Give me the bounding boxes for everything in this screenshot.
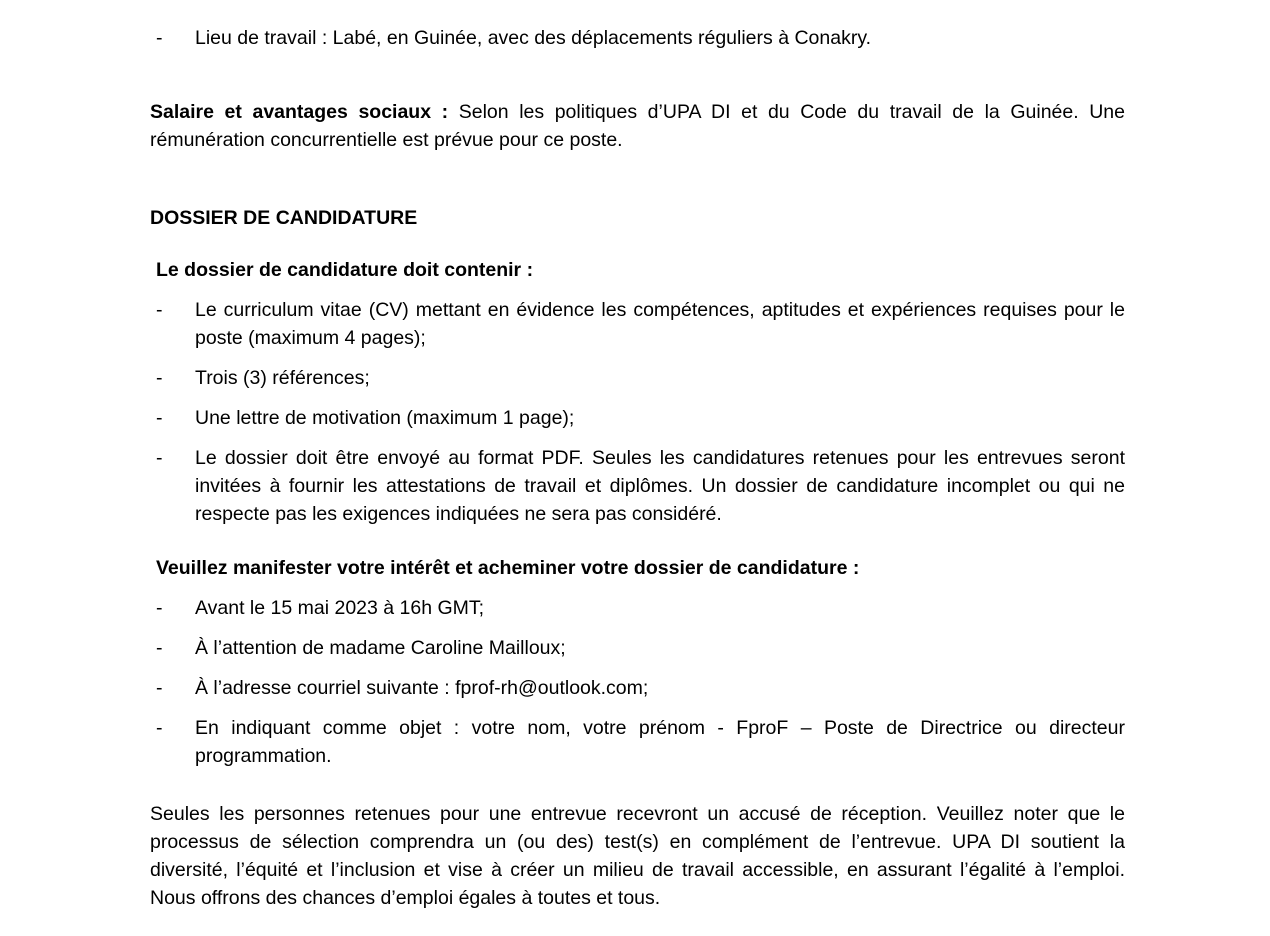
bullet-dash: - [156,677,163,699]
application-item-text: Une lettre de motivation (maximum 1 page); [195,407,575,429]
bullet-dash: - [156,447,163,469]
bullet-dash: - [156,27,163,49]
bullet-dash: - [156,597,163,619]
submission-item [150,714,1125,770]
workplace-text: Lieu de travail : Labé, en Guinée, avec des déplacements réguliers à Conakry. [195,27,872,49]
application-item-text: Le curriculum vitae (CV) mettant en évidence les compétences, aptitudes et expériences requises pour le poste (maximum 4 pages); [195,299,1125,349]
bullet-dash: - [156,407,163,429]
bullet-dash: - [156,637,163,659]
submission-item [150,594,1125,622]
salary-text: Selon les politiques d’UPA DI et du Code du travail de la Guinée. Une rémunération concurrentielle est prévue pour ce poste. [150,101,1126,151]
application-item [150,404,1125,432]
closing-paragraph: Seules les personnes retenues pour une entrevue recevront un accusé de réception. Veuillez noter que le processus de sélection comprendra un (ou des) test(s) en complément de l’entrevue. UPA DI soutient la diversité, l’équité et l’inclusion et vise à créer un milieu de travail accessible, en assurant l’égalité à l’emploi. Nous offrons des chances d’emploi égales à toutes et tous. [150,803,1125,909]
workplace-bullet [150,24,1125,52]
submission-item-text: Avant le 15 mai 2023 à 16h GMT; [195,597,485,619]
submission-item [150,634,1125,662]
application-item [150,444,1125,528]
salary-paragraph [150,98,1125,154]
application-item-text: Trois (3) références; [195,367,370,389]
submission-item-text: À l’attention de madame Caroline Mailloux; [195,637,566,659]
bullet-dash: - [156,717,163,739]
document-page [150,0,1125,936]
section-heading: DOSSIER DE CANDIDATURE [150,207,418,229]
salary-label: Salaire et avantages sociaux : [150,101,449,123]
application-intro: Le dossier de candidature doit contenir : [156,259,534,281]
bullet-dash: - [156,367,163,389]
application-item-text: Le dossier doit être envoyé au format PDF. Seules les candidatures retenues pour les entrevues seront invitées à fournir les attestations de travail et diplômes. Un dossier de candidature incomplet ou qui ne respecte pas les exigences indiquées ne sera pas considéré. [195,447,1125,525]
submission-item-text: À l’adresse courriel suivante : fprof-rh@outlook.com; [195,677,649,699]
application-item [150,296,1125,352]
bullet-dash: - [156,299,163,321]
application-item [150,364,1125,392]
submission-item [150,674,1125,702]
submission-intro: Veuillez manifester votre intérêt et acheminer votre dossier de candidature : [156,557,860,579]
submission-item-text: En indiquant comme objet : votre nom, votre prénom - FproF – Poste de Directrice ou directeur programmation. [195,717,1125,767]
